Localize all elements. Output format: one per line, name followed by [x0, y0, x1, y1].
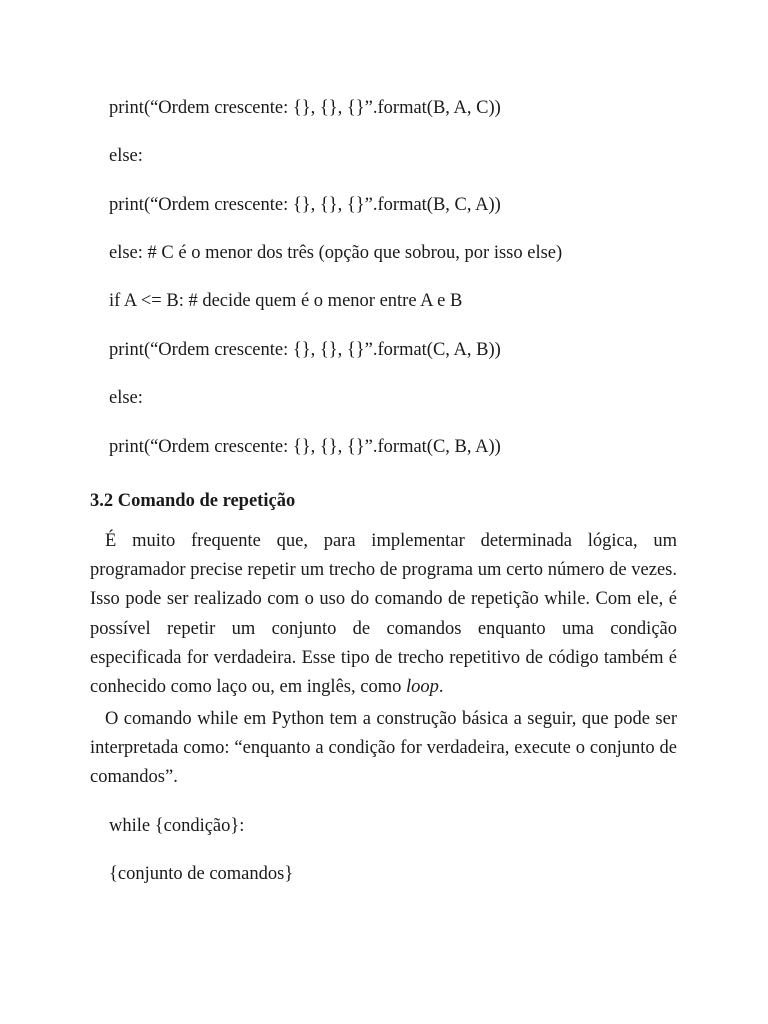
- code-line: while {condição}:: [109, 816, 245, 836]
- paragraph-text: É muito frequente que, para implementar determinada lógica, um programador precise repetir um trecho de programa um certo número de vezes. Isso pode ser realizado com o uso do comando de repetição while. Com ele, é possível repetir um conjunto de comandos enquanto uma condição especificada for verdadeira. Esse tipo de trecho repetitivo de código também é conhecido como laço ou, em inglês, como: [90, 531, 677, 698]
- code-line: print(“Ordem crescente: {}, {}, {}”.format(B, C, A)): [109, 195, 501, 215]
- code-line: {conjunto de comandos}: [109, 864, 294, 884]
- code-line: else:: [109, 146, 143, 166]
- code-line: print(“Ordem crescente: {}, {}, {}”.format(B, A, C)): [109, 98, 501, 118]
- code-line: print(“Ordem crescente: {}, {}, {}”.format(C, A, B)): [109, 340, 501, 360]
- paragraph-end: .: [438, 677, 444, 698]
- code-line: else: # C é o menor dos três (opção que sobrou, por isso else): [109, 243, 563, 263]
- emphasized-term: loop: [405, 677, 439, 698]
- section-heading: 3.2 Comando de repetição: [90, 491, 296, 511]
- body-paragraph: [90, 527, 677, 702]
- body-paragraph: O comando while em Python tem a construção básica a seguir, que pode ser interpretada como: “enquanto a condição for verdadeira, execute o conjunto de comandos”.: [90, 709, 677, 788]
- code-line: print(“Ordem crescente: {}, {}, {}”.format(C, B, A)): [109, 437, 501, 457]
- code-line: else:: [109, 388, 143, 408]
- code-line: if A <= B: # decide quem é o menor entre A e B: [109, 291, 463, 311]
